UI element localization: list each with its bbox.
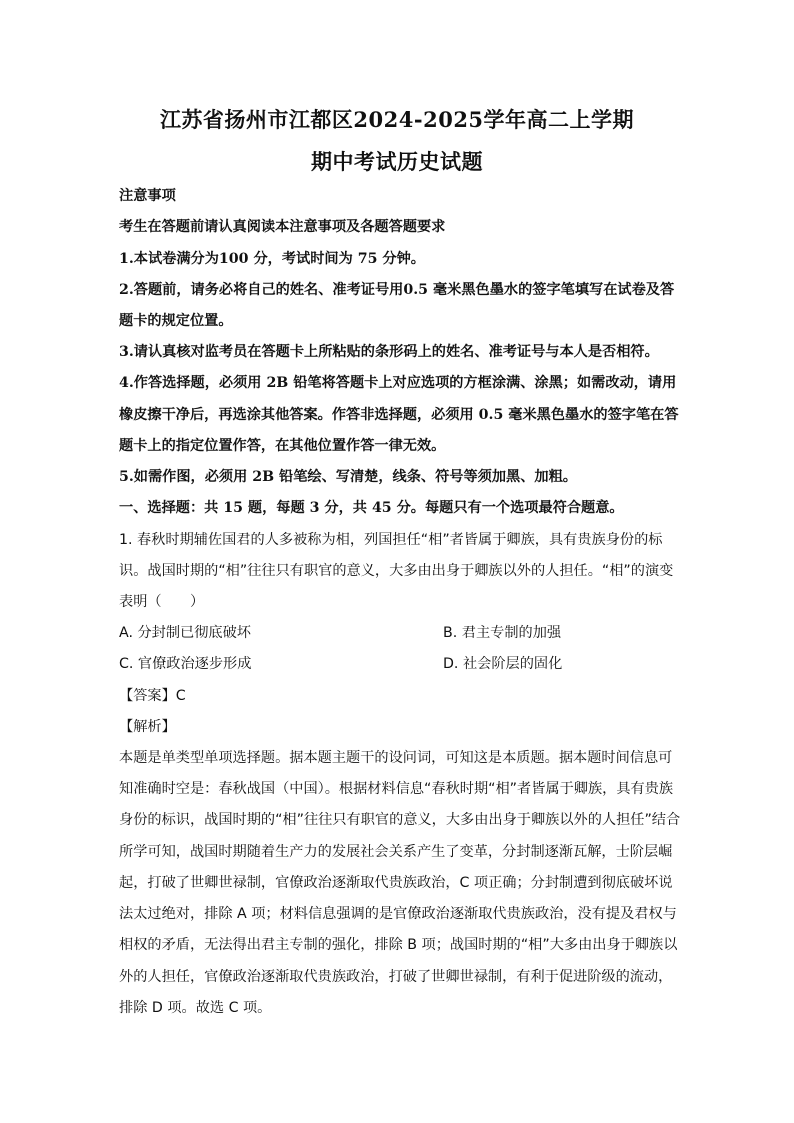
option-c: C. 官僚政治逐步形成 <box>119 656 252 672</box>
notice-item: 2.答题前，请务必将自己的姓名、准考证号用0.5 毫米黑色墨水的签字笔填写在试卷及答 <box>119 282 675 298</box>
analysis-line: 相权的矛盾，无法得出君主专制的强化，排除 B 项；战国时期的“相”大多由出身于卿族以 <box>119 937 678 953</box>
analysis-heading: 【解析】 <box>119 719 176 735</box>
option-b: B. 君主专制的加强 <box>443 625 562 641</box>
notice-intro: 考生在答题前请认真阅读本注意事项及各题答题要求 <box>119 219 446 235</box>
analysis-line: 法太过绝对，排除 A 项；材料信息强调的是官僚政治逐渐取代贵族政治，没有提及君权与 <box>119 906 677 922</box>
exam-title-line2: 期中考试历史试题 <box>311 149 483 174</box>
notice-item: 1.本试卷满分为100 分，考试时间为 75 分钟。 <box>119 251 425 267</box>
question-stem-line: 1. 春秋时期辅佐国君的人多被称为相，列国担任“相”者皆属于卿族，具有贵族身份的标 <box>119 532 663 548</box>
question-stem-line: 表明（ ） <box>119 594 205 610</box>
analysis-line: 排除 D 项。故选 C 项。 <box>119 1000 272 1016</box>
notice-item: 橡皮擦干净后，再选涂其他答案。作答非选择题，必须用 0.5 毫米黑色墨水的签字笔在答 <box>119 407 679 423</box>
notice-heading: 注意事项 <box>119 188 176 204</box>
analysis-line: 外的人担任，官僚政治逐渐取代贵族政治，打破了世卿世禄制，有利于促进阶级的流动， <box>119 969 673 985</box>
question-stem-line: 识。战国时期的“相”往往只有职官的意义，大多由出身于卿族以外的人担任。“相”的演变 <box>119 563 674 579</box>
analysis-line: 知准确时空是：春秋战国（中国）。根据材料信息“春秋时期“相”者皆属于卿族，具有贵族 <box>119 781 674 797</box>
section-heading: 一、选择题：共 15 题，每题 3 分，共 45 分。每题只有一个选项最符合题意。 <box>119 500 624 516</box>
analysis-line: 起，打破了世卿世禄制，官僚政治逐渐取代贵族政治，C 项正确；分封制遭到彻底破坏说 <box>119 875 673 891</box>
notice-item: 题卡上的指定位置作答，在其他位置作答一律无效。 <box>119 438 446 454</box>
option-a: A. 分封制已彻底破坏 <box>119 625 251 641</box>
analysis-line: 身份的标识，战国时期的“相”往往只有职官的意义，大多由出身于卿族以外的人担任”结合 <box>119 812 681 828</box>
notice-item: 题卡的规定位置。 <box>119 313 233 329</box>
analysis-line: 所学可知，战国时期随着生产力的发展社会关系产生了变革，分封制逐渐瓦解，士阶层崛 <box>119 844 673 860</box>
answer-label: 【答案】C <box>119 688 186 704</box>
notice-item: 4.作答选择题，必须用 2B 铅笔将答题卡上对应选项的方框涂满、涂黑；如需改动，请用 <box>119 375 677 391</box>
option-d: D. 社会阶层的固化 <box>443 656 563 672</box>
notice-item: 3.请认真核对监考员在答题卡上所粘贴的条形码上的姓名、准考证号与本人是否相符。 <box>119 344 659 360</box>
analysis-line: 本题是单类型单项选择题。据本题主题干的设问词，可知这是本质题。据本题时间信息可 <box>119 750 673 766</box>
exam-title-line1: 江苏省扬州市江都区2024-2025学年高二上学期 <box>159 107 635 132</box>
notice-item: 5.如需作图，必须用 2B 铅笔绘、写清楚，线条、符号等须加黑、加粗。 <box>119 469 577 485</box>
